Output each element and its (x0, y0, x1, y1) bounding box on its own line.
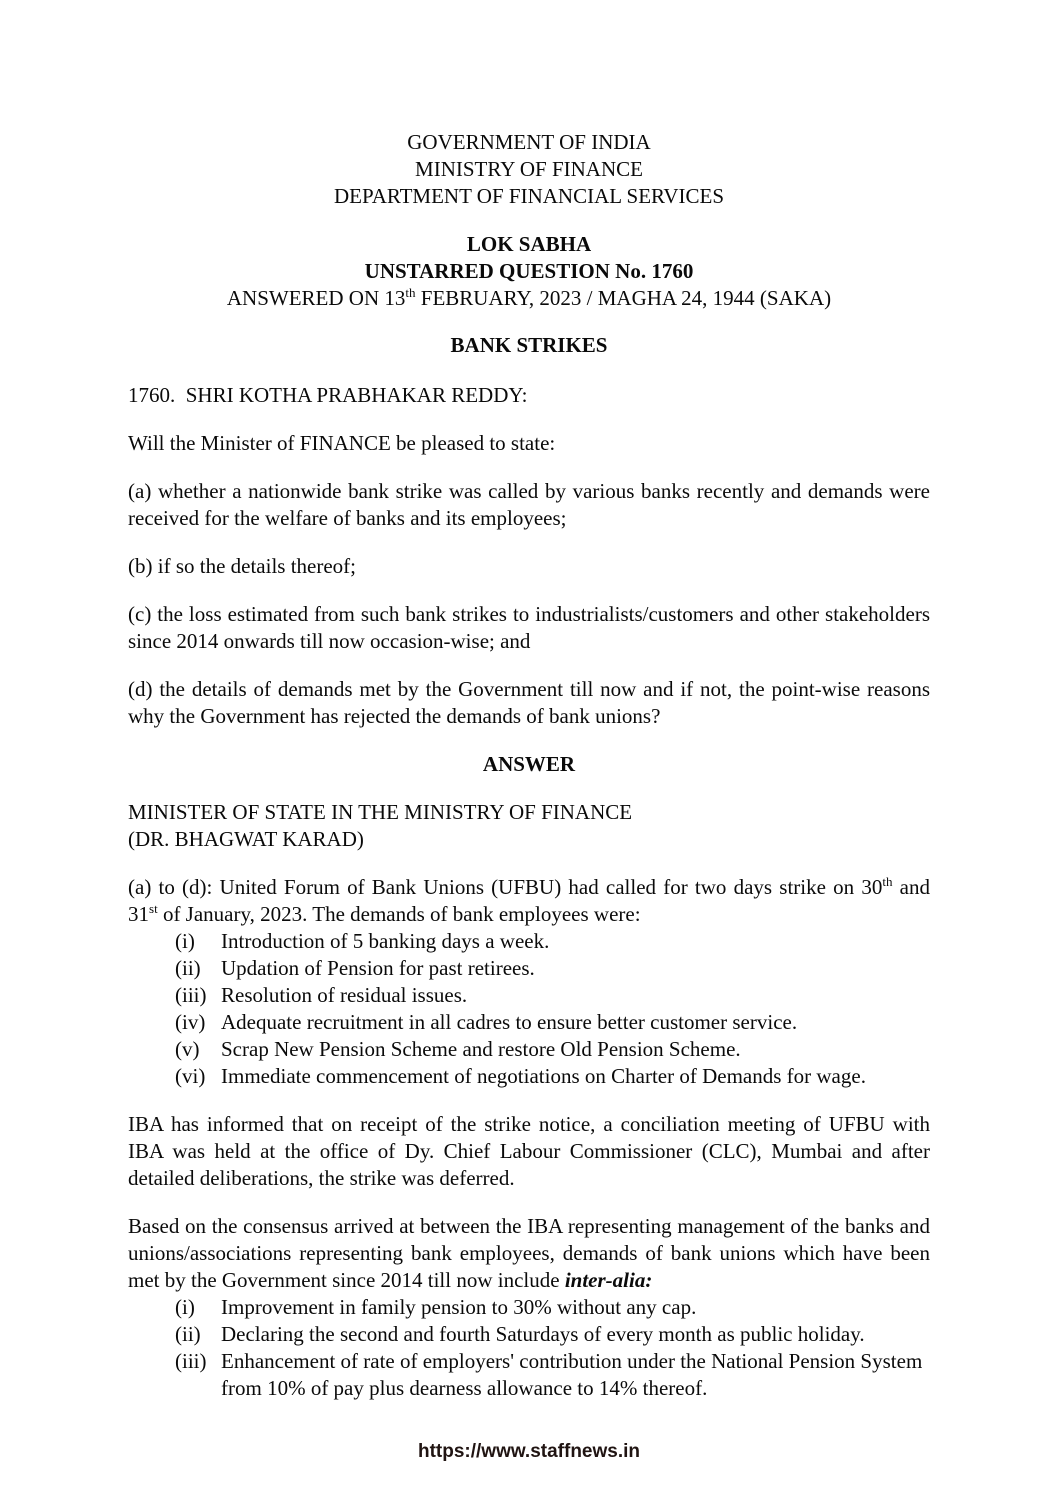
list-item-text: Introduction of 5 banking days a week. (221, 929, 550, 953)
list-item-text: Declaring the second and fourth Saturdays of every month as public holiday. (221, 1322, 865, 1346)
ordinal-suffix: th (405, 285, 416, 300)
department-line: DEPARTMENT OF FINANCIAL SERVICES (333, 184, 725, 208)
minister-title: MINISTER OF STATE IN THE MINISTRY OF FINANCE (128, 800, 633, 824)
answered-on-prefix: ANSWERED ON 13 (226, 286, 406, 310)
list-item (175, 1321, 930, 1348)
list-item-number: (ii) (175, 1322, 201, 1346)
list-item-text: Enhancement of rate of employers' contribution under the National Pension System from 10% of pay plus dearness allowance to 14% thereof. (221, 1349, 923, 1400)
list-item-number: (vi) (175, 1064, 206, 1088)
document-footer (0, 1441, 1058, 1463)
inter-alia-italic: inter-alia: (564, 1268, 653, 1292)
ordinal-suffix: st (149, 901, 158, 916)
list-item (175, 1063, 930, 1090)
minister-name: (DR. BHAGWAT KARAD) (128, 827, 364, 851)
member-line: 1760. SHRI KOTHA PRABHAKAR REDDY: (128, 383, 528, 407)
iba-paragraph: IBA has informed that on receipt of the strike notice, a conciliation meeting of UFBU with IBA was held at the office of Dy. Chief Labour Commissioner (CLC), Mumbai and after detailed deliberations, the strike was deferred. (128, 1112, 930, 1190)
answer-intro-suffix: of January, 2023. The demands of bank employees were: (157, 902, 641, 926)
answer-intro-mid: and 31 (128, 875, 930, 926)
list-item-text: Improvement in family pension to 30% without any cap. (221, 1295, 697, 1319)
question-item-a: (a) whether a nationwide bank strike was called by various banks recently and demands were received for the welfare of banks and its employees; (128, 479, 930, 530)
list-item-text: Immediate commencement of negotiations on Charter of Demands for wage. (221, 1064, 866, 1088)
question-item-c: (c) the loss estimated from such bank strikes to industrialists/customers and other stakeholders since 2014 onwards till now occasion-wise; and (128, 602, 930, 653)
list-item-text: Resolution of residual issues. (221, 983, 468, 1007)
list-item (175, 1348, 930, 1402)
house-title: LOK SABHA (466, 232, 592, 256)
consensus-text: Based on the consensus arrived at between the IBA representing management of the banks and unions/associations representing bank employees, demands of bank unions which have been met by the Government since 2014 till now include (128, 1214, 930, 1292)
question-number-line: UNSTARRED QUESTION No. 1760 (364, 259, 694, 283)
document-content (128, 0, 930, 1423)
demands-list (128, 928, 930, 1090)
list-item-number: (iii) (175, 983, 207, 1007)
question-item-d: (d) the details of demands met by the Government till now and if not, the point-wise reasons why the Government has rejected the demands of bank unions? (128, 677, 930, 728)
answered-on-line (128, 285, 930, 312)
list-item (175, 955, 930, 982)
government-line: GOVERNMENT OF INDIA (407, 130, 651, 154)
list-item-text: Updation of Pension for past retirees. (221, 956, 535, 980)
list-item-number: (ii) (175, 956, 201, 980)
ministry-line: MINISTRY OF FINANCE (415, 157, 643, 181)
list-item-number: (iv) (175, 1010, 206, 1034)
question-preamble: Will the Minister of FINANCE be pleased to state: (128, 431, 556, 455)
list-item (175, 1009, 930, 1036)
list-item (175, 982, 930, 1009)
footer-link[interactable]: https://www.staffnews.in (417, 1441, 641, 1462)
list-item-number: (i) (175, 1295, 195, 1319)
met-demands-list (128, 1294, 930, 1402)
ordinal-suffix: th (882, 874, 893, 889)
answered-on-date: FEBRUARY, 2023 / MAGHA 24, 1944 (SAKA) (415, 286, 832, 310)
document-body (128, 382, 930, 1402)
answer-intro (128, 874, 930, 928)
list-item (175, 928, 930, 955)
answer-heading: ANSWER (482, 752, 576, 776)
list-item-text: Adequate recruitment in all cadres to ensure better customer service. (221, 1010, 798, 1034)
consensus-paragraph (128, 1213, 930, 1294)
list-item-text: Scrap New Pension Scheme and restore Old Pension Scheme. (221, 1037, 741, 1061)
list-item-number: (v) (175, 1037, 200, 1061)
answer-intro-prefix: (a) to (d): United Forum of Bank Unions (UFBU) had called for two days strike on 30 (128, 875, 883, 899)
document-header (128, 129, 930, 359)
question-item-b: (b) if so the details thereof; (128, 554, 357, 578)
list-item-number: (iii) (175, 1349, 207, 1373)
subject-title: BANK STRIKES (450, 333, 608, 357)
list-item (175, 1294, 930, 1321)
list-item-number: (i) (175, 929, 195, 953)
list-item (175, 1036, 930, 1063)
